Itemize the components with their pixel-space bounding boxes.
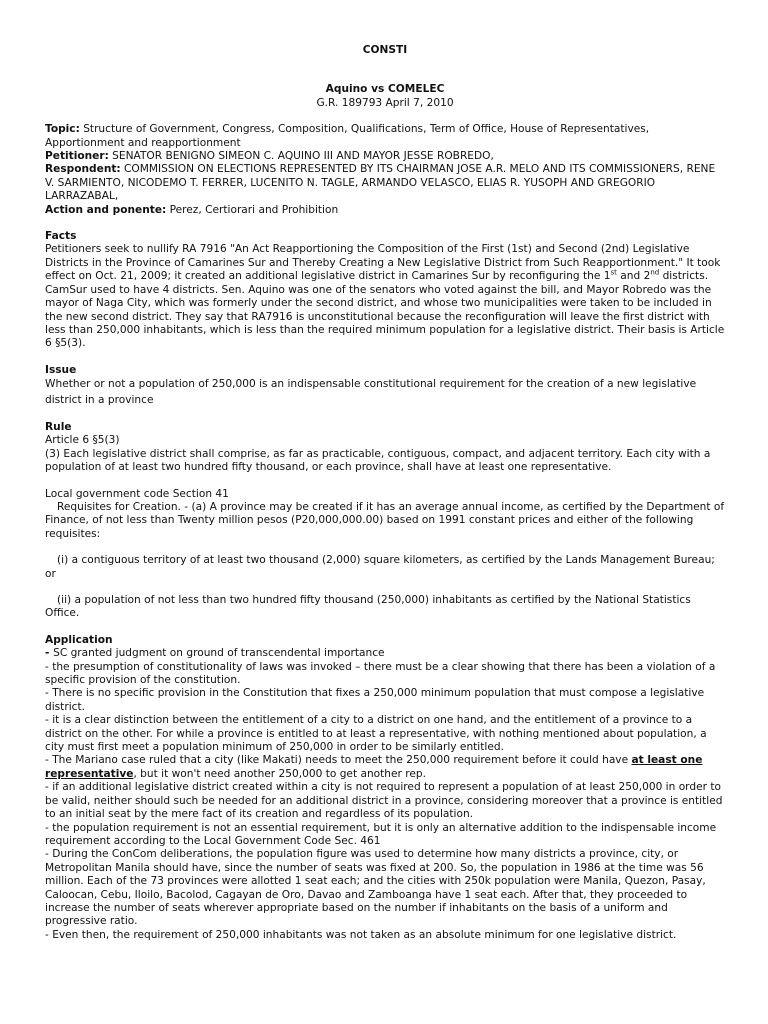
lgc-text-span: Requisites for Creation. - (a) A province may be created if it has an average annual income, as certified by the Department of Finance, of not less than Twenty million pesos (P20,000,000.00) based on 1991 constant prices and either of the following requisites: — [45, 500, 725, 540]
application-item — [45, 647, 725, 660]
case-title: Aquino vs COMELEC — [325, 83, 445, 96]
topic-line — [45, 123, 725, 150]
facts-text-a: Petitioners seek to nullify RA 7916 "An Act Reapportioning the Composition of the First (1st) and Second (2nd) Legislative Districts in the Province of Camarines Sur and Thereby Creating a New Legislative District from Such Reapportionment." It took effect on Oct. 21, 2009; it created an additional legislative district in Camarines Sur by reconfiguring the 1 — [45, 243, 721, 283]
respondent-text: COMMISSION ON ELECTIONS REPRESENTED BY ITS CHAIRMAN JOSE A.R. MELO AND ITS COMMISSIONERS, RENE V. SARMIENTO, NICODEMO T. FERRER, LUCENITO N. TAGLE, ARMANDO VELASCO, ELIAS R. YUSOPH AND GREGORIO LARRAZABAL, — [45, 163, 716, 203]
petitioner-label: Petitioner: — [45, 150, 109, 163]
doc-title: CONSTI — [362, 44, 408, 56]
facts-sup-1: st — [610, 268, 617, 277]
rule-article-text: (3) Each legislative district shall comprise, as far as practicable, contiguous, compact, and adjacent territory. Each city with a population of at least two hundred fifty thousand, or each province, shall have at least one representative. — [45, 447, 711, 474]
topic-label: Topic: — [45, 123, 80, 136]
requisite-i — [45, 554, 725, 581]
rule-article: Article 6 §5(3) — [45, 434, 120, 447]
facts-sup-2: nd — [650, 268, 660, 277]
application-item: - Even then, the requirement of 250,000 inhabitants was not taken as an absolute minimum for one legislative district. — [45, 928, 677, 941]
issue-text: Whether or not a population of 250,000 is an indispensable constitutional requirement for the creation of a new legislative district in a province — [45, 378, 697, 406]
facts-text-c: districts. CamSur used to have 4 districts. Sen. Aquino was one of the senators who voted against the bill, and Mayor Robredo was the mayor of Naga City, which was formerly under the second district, and whose two municipalities were taken to be included in the new second district. They say that RA7916 is unconstitutional because the reconfiguration will leave the first district with less than 250,000 inhabitants, which is less than the required minimum population for a legislative district. Their basis is Article 6 §5(3). — [45, 270, 725, 350]
action-label: Action and ponente: — [45, 203, 167, 216]
lgc-text — [45, 501, 725, 541]
application-item: - the presumption of constitutionality of laws was invoked – there must be a clear showing that there has been a violation of a specific provision of the constitution. — [45, 660, 716, 687]
facts-heading: Facts — [45, 230, 77, 243]
requisite-ii — [45, 594, 725, 621]
facts-paragraph — [45, 243, 725, 350]
application-item-text: SC granted judgment on ground of transcendental importance — [53, 647, 385, 660]
topic-text: Structure of Government, Congress, Composition, Qualifications, Term of Office, House of Representatives, Apportionment and reapportionment — [45, 123, 650, 149]
application-item: - There is no specific provision in the Constitution that fixes a 250,000 minimum population that must compose a legislative district. — [45, 687, 705, 713]
rule-heading: Rule — [45, 420, 72, 433]
action-line — [45, 204, 725, 217]
application-item: - the population requirement is not an essential requirement, but it is only an alternative addition to the indispensable income requirement according to the Local Government Code Sec. 461 — [45, 821, 717, 847]
facts-text-b: and 2 — [616, 270, 651, 283]
bullet-dash: - — [45, 647, 54, 660]
application-item-mariano — [45, 754, 725, 781]
petitioner-text: SENATOR BENIGNO SIMEON C. AQUINO III AND MAYOR JESSE ROBREDO, — [108, 150, 494, 163]
respondent-label: Respondent: — [45, 163, 121, 176]
application-item: - if an additional legislative district created within a city is not required to represent a population of at least 250,000 in order to be valid, neither should such be needed for an additional district in a province, considering moreover that a province is entitled to an initial seat by the mere fact of its creation and regardless of its population. — [45, 781, 723, 821]
document-page — [45, 44, 725, 942]
mariano-emphasis: at least one representative — [45, 754, 703, 780]
case-reference: G.R. 189793 April 7, 2010 — [316, 96, 454, 109]
petitioner-line — [45, 150, 725, 163]
application-heading: Application — [45, 633, 113, 646]
issue-heading: Issue — [45, 363, 77, 376]
lgc-title: Local government code Section 41 — [45, 487, 229, 500]
action-text: Perez, Certiorari and Prohibition — [166, 203, 339, 216]
application-item: - During the ConCom deliberations, the population figure was used to determine how many districts a province, city, or Metropolitan Manila should have, since the number of seats was fixed at 200. So, the population in 1986 at the time was 56 million. Each of the 73 provinces were allotted 1 seat each; and the cities with 250k population were Manila, Quezon, Pasay, Caloocan, Cebu, Iloilo, Bacolod, Cagayan de Oro, Davao and Zamboanga have 1 seat each. After that, they proceeded to increase the number of seats wherever appropriate based on the number if inhabitants on the basis of a uniform and progressive ratio. — [45, 848, 706, 928]
mariano-text-b: , but it won't need another 250,000 to get another rep. — [133, 767, 426, 780]
requisite-i-text: (i) a contiguous territory of at least two thousand (2,000) square kilometers, as certified by the Lands Management Bureau; or — [45, 554, 715, 580]
application-item: - it is a clear distinction between the entitlement of a city to a district on one hand, and the entitlement of a province to a district on the other. For while a province is entitled to at least a representative, with nothing mentioned about population, a city must first meet a population minimum of 250,000 in order to be similarly entitled. — [45, 714, 707, 754]
requisite-ii-text: (ii) a population of not less than two hundred fifty thousand (250,000) inhabitants as certified by the National Statistics Office. — [45, 594, 691, 620]
mariano-text-a: - The Mariano case ruled that a city (like Makati) needs to meet the 250,000 requirement before it could have — [45, 754, 632, 767]
respondent-line — [45, 163, 725, 203]
